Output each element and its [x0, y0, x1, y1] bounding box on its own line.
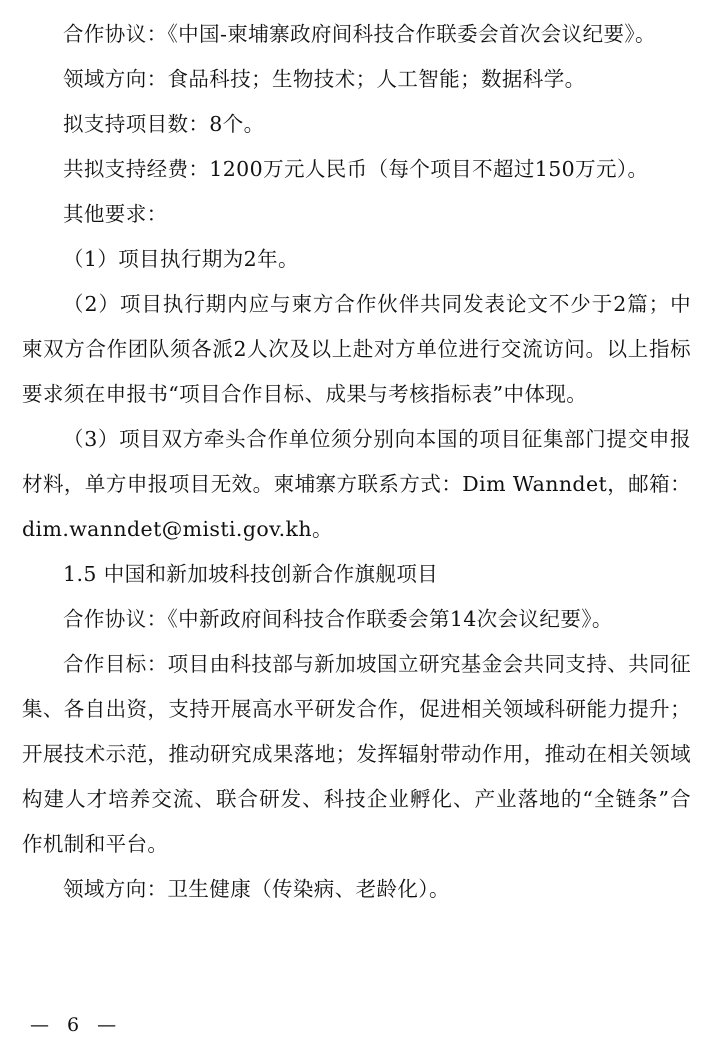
paragraph-project-count: 拟支持项目数：8个。 [63, 112, 265, 136]
paragraph-field-direction-cambodia: 领域方向：食品科技；生物技术；人工智能；数据科学。 [63, 67, 586, 91]
section-heading-singapore: 1.5 中国和新加坡科技创新合作旗舰项目 [63, 562, 439, 586]
page-number: — 6 — [30, 1014, 123, 1036]
paragraph-cooperation-goal-singapore: 合作目标：项目由科技部与新加坡国立研究基金会共同支持、共同征集、各自出资，支持开展高水平研发合作，促进相关领域科研能力提升；开展技术示范，推动研究成果落地；发挥辐射带动作用，推动在相关领域构建人才培养交流、联合研发、科技企业孵化、产业落地的“全链条”合作机制和平台。 [22, 652, 691, 856]
paragraph-cooperation-agreement-cambodia: 合作协议：《中国-柬埔寨政府间科技合作联委会首次会议纪要》。 [63, 22, 656, 46]
paragraph-requirement-1: （1）项目执行期为2年。 [63, 247, 299, 271]
paragraph-funding: 共拟支持经费：1200万元人民币（每个项目不超过150万元）。 [63, 157, 649, 181]
paragraph-field-direction-singapore: 领域方向：卫生健康（传染病、老龄化）。 [63, 877, 450, 901]
paragraph-requirement-3: （3）项目双方牵头合作单位须分别向本国的项目征集部门提交申报材料，单方申报项目无效。柬埔寨方联系方式：Dim Wanndet，邮箱：dim.wanndet@misti.gov.kh。 [22, 427, 691, 541]
paragraph-cooperation-agreement-singapore: 合作协议：《中新政府间科技合作联委会第14次会议纪要》。 [63, 607, 613, 631]
paragraph-requirement-2: （2）项目执行期内应与柬方合作伙伴共同发表论文不少于2篇；中柬双方合作团队须各派2人次及以上赴对方单位进行交流访问。以上指标要求须在申报书“项目合作目标、成果与考核指标表”中体现。 [22, 292, 691, 406]
paragraph-other-requirements: 其他要求： [63, 202, 168, 226]
